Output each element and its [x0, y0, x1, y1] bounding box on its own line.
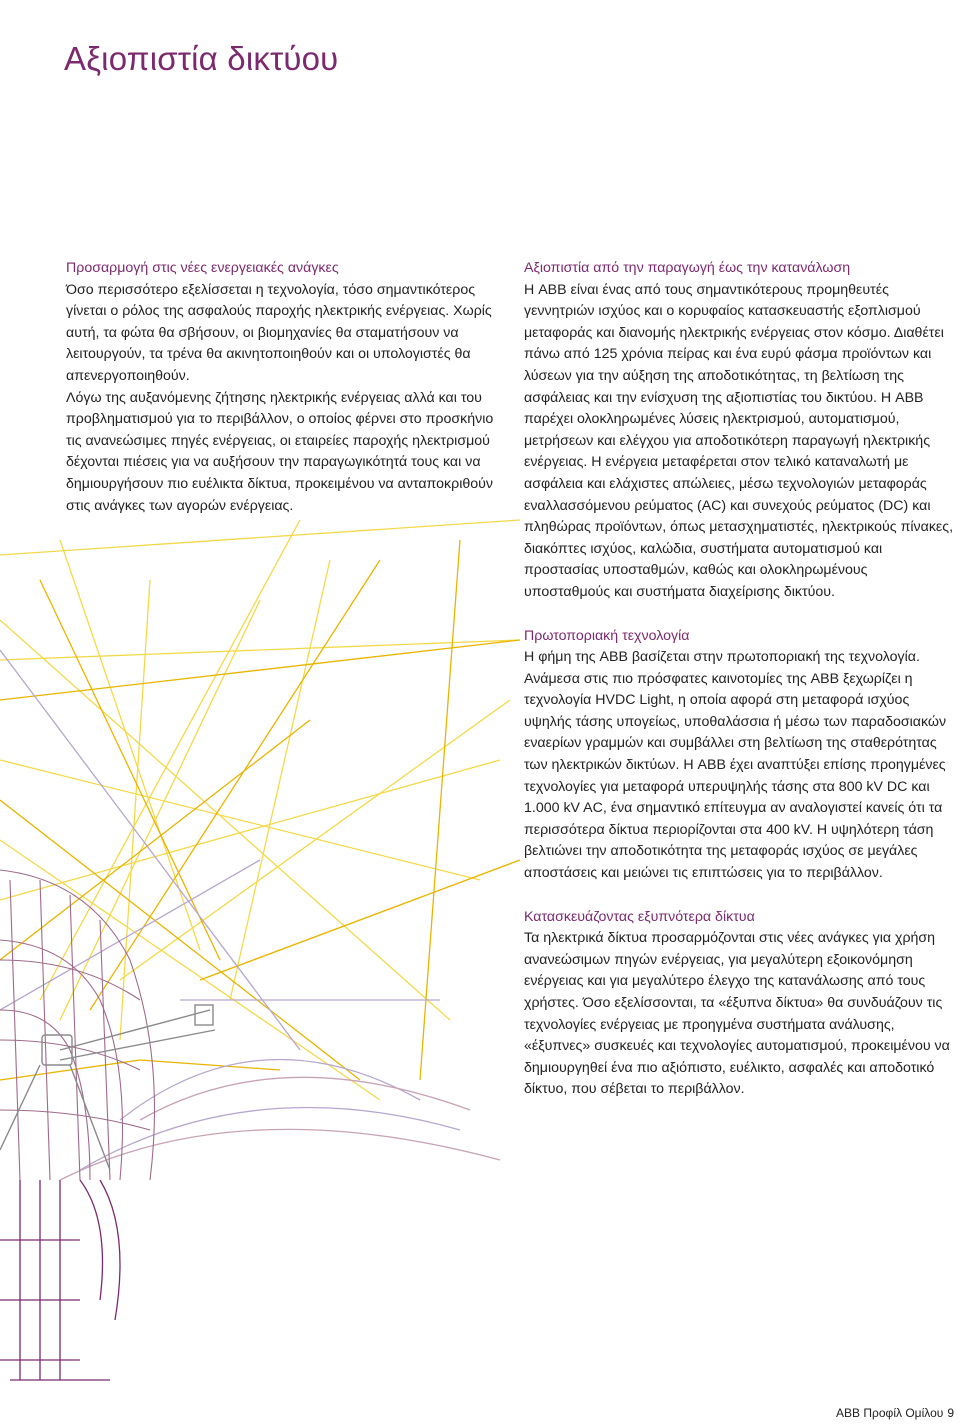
- page-number: 9: [947, 1406, 954, 1420]
- section-reliability: [524, 258, 954, 604]
- section-heading-reliability: Αξιοπιστία από την παραγωγή έως την κατανάλωση: [524, 260, 851, 276]
- body-paragraph: Λόγω της αυξανόμενης ζήτησης ηλεκτρικής ενέργειας αλλά και του προβληματισμού για το περιβάλλον, ο οποίος φέρνει στο προσκήνιο τις ανανεώσιμες πηγές ενέργειας, οι εταιρείες παροχής ηλεκτρισμού δέχονται πιέσεις για να αυξήσουν την παραγωγικότητά τους και να δημιουργήσουν πιο ευέλικτα δίκτυα, προκειμένου να ανταποκριθούν στις ανάγκες των αγορών ενέργειας.: [66, 389, 494, 514]
- body-paragraph: Η ABB είναι ένας από τους σημαντικότερους προμηθευτές γεννητριών ισχύος και ο κορυφαίος κατασκευαστής εξοπλισμού μεταφοράς και διανομής ηλεκτρικής ενέργειας στον κόσμο. Διαθέτει πάνω από 125 χρόνια πείρας και ένα ευρύ φάσμα προϊόντων και λύσεων για την αύξηση της αποδοτικότητας, τη βελτίωση της ασφάλειας και την ενίσχυση της αξιοπιστίας του δικτύου. Η ABB παρέχει ολοκληρωμένες λύσεις ηλεκτρισμού, αυτοματισμού, μετρήσεων και ελέγχου για αποδοτικότερη παραγωγή ηλεκτρικής ενέργειας. Η ενέργεια μεταφέρεται στον τελικό καταναλωτή με ασφάλεια και ελάχιστες απώλειες, μέσω τεχνολογιών μεταφοράς εναλλασσόμενου ρεύματος (AC) και συνεχούς ρεύματος (DC) και πληθώρας προϊόντων, όπως μετασχηματιστές, ηλεκτρικούς πίνακες, διακόπτες ισχύος, καλώδια, συστήματα αυτοματισμού και προστασίας υποσταθμών, καθώς και ολοκληρωμένους υποσταθμούς και συστήματα διαχείρισης δικτύου.: [524, 281, 954, 600]
- left-column: [66, 258, 506, 517]
- page-title: Αξιοπιστία δικτύου: [64, 40, 339, 77]
- body-paragraph: Τα ηλεκτρικά δίκτυα προσαρμόζονται στις νέες ανάγκες για χρήση ανανεώσιμων πηγών ενέργειας, για μεγαλύτερη εξοικονόμηση ενέργειας και για μεγαλύτερο έλεγχο της κατανάλωσης από τους χρήστες. Όσο εξελίσσονται, τα «έξυπνα δίκτυα» θα συνδυάζουν τις τεχνολογίες ενέργειας με προηγμένα συστήματα ανάλυσης, «έξυπνες» συσκευές και τεχνολογίες αυτοματισμού, προκειμένου να δημιουργηθεί ένα πιο αξιόπιστο, ευέλικτο, ασφαλές και αποδοτικό δίκτυο, που σέβεται το περιβάλλον.: [524, 930, 950, 1098]
- section-technology: [524, 626, 954, 885]
- section-heading-technology: Πρωτοποριακή τεχνολογία: [524, 627, 690, 644]
- section-heading-smart-grids: Κατασκευάζοντας εξυπνότερα δίκτυα: [524, 908, 755, 925]
- section-smart-grids: [524, 907, 954, 1101]
- body-paragraph: Η φήμη της ABB βασίζεται στην πρωτοποριακή της τεχνολογία. Ανάμεσα στις πιο πρόσφατες καινοτομίες της ABB ξεχωρίζει η τεχνολογία HVDC Light, η οποία αφορά στη μεταφορά ισχύος υψηλής τάσης υπογείως, υποθαλάσσια ή μέσω των παραδοσιακών εναερίων γραμμών και συμβάλλει στη βελτίωση της σταθερότητας των ηλεκτρικών δικτύων. Η ABB έχει αναπτύξει επίσης προηγμένες τεχνολογίες για μεταφορά υπερυψηλής τάσης στα 800 kV DC και 1.000 kV AC, ένα σημαντικό επίτευγμα αν αναλογιστεί κανείς ότι τα περισσότερα δίκτυα περιορίζονται στα 400 kV. Η υψηλότερη τάση βελτιώνει την αποδοτικότητα της μεταφοράς ισχύος σε μεγάλες αποστάσεις και μειώνει τις επιπτώσεις για το περιβάλλον.: [524, 649, 947, 882]
- page-footer: [836, 1406, 954, 1420]
- footer-label: ABB Προφίλ Ομίλου: [836, 1406, 944, 1420]
- body-paragraph: Όσο περισσότερο εξελίσσεται η τεχνολογία, τόσο σημαντικότερος γίνεται ο ρόλος της ασφαλούς παροχής ηλεκτρικής ενέργειας. Χωρίς αυτή, τα φώτα θα σβήσουν, οι βιομηχανίες θα σταματήσουν να λειτουργούν, τα τρένα θα ακινητοποιηθούν και οι υπολογιστές θα απενεργοποιηθούν.: [66, 281, 492, 384]
- section-heading-energy-needs: Προσαρμογή στις νέες ενεργειακές ανάγκες: [66, 260, 339, 276]
- right-column: [524, 258, 954, 1123]
